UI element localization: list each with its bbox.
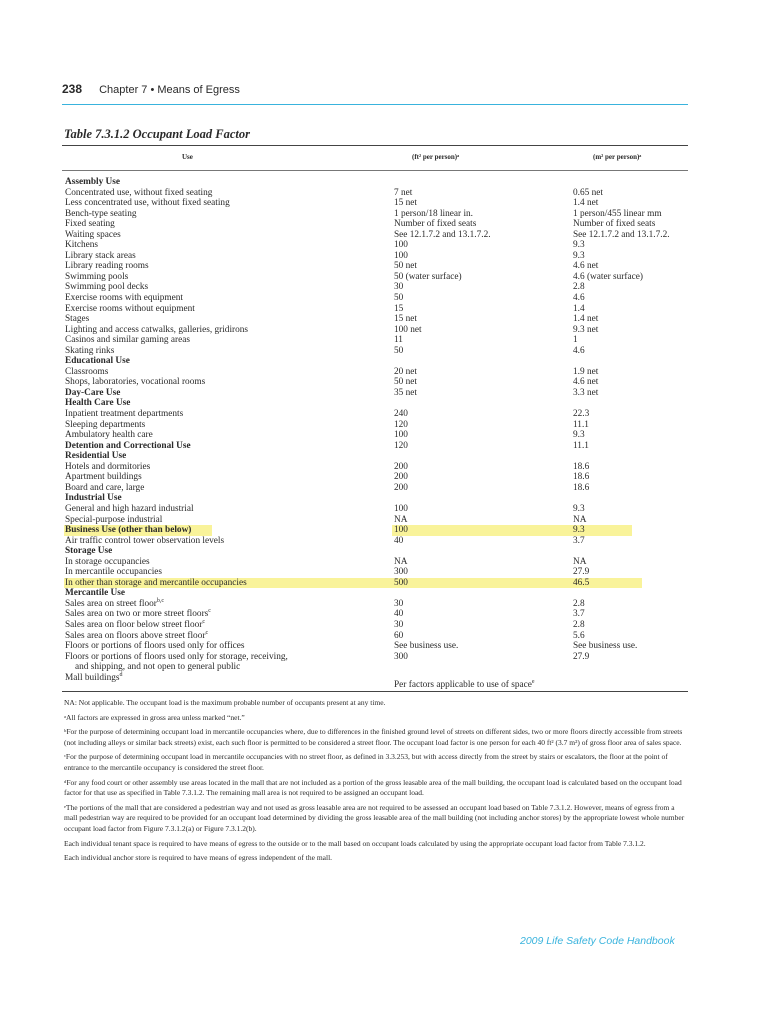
cell-use: Health Care Use xyxy=(65,398,131,409)
cell-use: Exercise rooms without equipment xyxy=(65,303,195,314)
cell-ft: NA xyxy=(394,514,408,525)
cell-use: Shops, laboratories, vocational rooms xyxy=(65,377,206,388)
cell-m: 1.4 xyxy=(573,303,585,314)
cell-m: 11.1 xyxy=(573,440,589,451)
table-row xyxy=(64,430,688,441)
cell-use: General and high hazard industrial xyxy=(65,503,194,514)
table-top-rule xyxy=(62,145,688,146)
cell-use: Sales area on two or more street floors$^c$ xyxy=(65,608,211,620)
cell-ft: 100 xyxy=(394,250,408,261)
cell-m: 2.8 xyxy=(573,282,585,293)
table-row xyxy=(64,251,688,262)
table-row xyxy=(64,293,688,304)
table-row xyxy=(64,314,688,325)
cell-m: 2.8 xyxy=(573,619,585,630)
cell-use: Mall buildings$^d$ xyxy=(65,671,123,683)
cell-ft: 240 xyxy=(394,409,408,420)
table-body xyxy=(64,177,688,691)
cell-use: In mercantile occupancies xyxy=(65,567,163,578)
table-section-row xyxy=(64,451,688,462)
table-note: ᵇFor the purpose of determining occupant load in mercantile occupancies where, due to differences in the finished ground level of streets on different sides, two or more floors directly accessible from streets (not including alleys or similar back streets) exist, each such floor is permitted to be considered a street floor. The occupant load factor is one person for each 40 ft² (3.7 m²) of gross floor area of sales space. xyxy=(64,727,683,747)
table-row xyxy=(64,209,688,220)
table-note: ᵉThe portions of the mall that are considered a pedestrian way and not used as gross leasable area are not required to be assessed an occupant load based on Table 7.3.1.2. However, means of egress from a mall pedestrian way are required to be provided for an occupant load determined by dividing the gross leasable area of the mall building (not including anchor stores) by the appropriate lowest whole number occupant load factor from Figure 7.3.1.2(a) or Figure 7.3.1.2(b). xyxy=(64,802,685,833)
table-row xyxy=(64,536,688,547)
table-section-row xyxy=(64,398,688,409)
cell-ft: 7 net xyxy=(394,187,413,198)
cell-ft: 100 xyxy=(394,240,408,251)
table-row xyxy=(64,652,688,673)
cell-m: 4.6 xyxy=(573,345,585,356)
cell-ft: 15 net xyxy=(394,314,417,325)
cell-ft: 1 person/18 linear in. xyxy=(394,208,474,219)
cell-use: Ambulatory health care xyxy=(65,430,153,441)
cell-ft: 100 net xyxy=(394,324,422,335)
cell-m: 4.6 net xyxy=(573,261,599,272)
cell-ft: 200 xyxy=(394,472,408,483)
table-note: Each individual tenant space is required to have means of egress to the outside or to the mall based on occupant loads calculated by using the appropriate occupant load factor from Table 7.3.1.2. xyxy=(64,838,646,848)
cell-use: Less concentrated use, without fixed seating xyxy=(65,198,230,209)
cell-use: In other than storage and mercantile occupancies xyxy=(65,577,247,588)
table-note: Each individual anchor store is required to have means of egress independent of the mall. xyxy=(64,853,333,863)
cell-use: Sleeping departments xyxy=(65,419,146,430)
table-row xyxy=(64,472,688,483)
table-section-row xyxy=(64,177,688,188)
cell-ft: 100 xyxy=(394,525,408,536)
cell-m: 18.6 xyxy=(573,461,590,472)
cell-use: Sales area on floors above street floor$^c$ xyxy=(65,629,209,641)
cell-use: Swimming pool decks xyxy=(65,282,149,293)
cell-m: 3.3 net xyxy=(573,387,599,398)
cell-ft: 300 xyxy=(394,567,408,578)
table-row xyxy=(64,504,688,515)
cell-ft: See business use. xyxy=(394,641,459,652)
cell-ft: 30 xyxy=(394,282,404,293)
cell-use: Sales area on floor below street floor$^c$ xyxy=(65,618,206,630)
cell-ft: 200 xyxy=(394,482,408,493)
cell-use: Mercantile Use xyxy=(65,588,125,599)
cell-use: Library reading rooms xyxy=(65,261,149,272)
cell-ft: 15 net xyxy=(394,198,417,209)
table-row xyxy=(64,462,688,473)
table-row xyxy=(64,346,688,357)
table-row xyxy=(64,620,688,631)
chapter-title: Chapter 7 • Means of Egress xyxy=(99,84,240,96)
table-note: ᵈFor any food court or other assembly use areas located in the mall that are not included as a portion of the gross leasable area of the mall building, the occupant load is calculated based on the occupant load factor for that use as specified in Table 7.3.1.2. The remaining mall area is not required to be assigned an occupant load. xyxy=(64,777,682,798)
table-section-row xyxy=(64,441,688,452)
cell-m: 4.6 (water surface) xyxy=(573,271,643,282)
table-row xyxy=(64,377,688,388)
cell-use: Classrooms xyxy=(65,366,109,377)
table-row xyxy=(64,409,688,420)
page-header xyxy=(62,82,688,105)
cell-ft: Number of fixed seats xyxy=(394,219,477,230)
cell-use: Fixed seating xyxy=(65,219,115,230)
cell-ft: 35 net xyxy=(394,387,417,398)
table-title: Table 7.3.1.2 Occupant Load Factor xyxy=(64,127,250,141)
page-number: 238 xyxy=(62,82,83,96)
table-note: ᶜFor the purpose of determining occupant load in mercantile occupancies with no street floor, as defined in 3.3.253, but with access directly from the street by stairs or escalators, the floor at the point of entrance to the mercantile occupancy is considered the street floor. xyxy=(64,752,668,772)
cell-m: 3.7 xyxy=(573,535,585,546)
table-row xyxy=(64,198,688,209)
table-section-row xyxy=(64,356,688,367)
cell-m: NA xyxy=(573,514,587,525)
table-row xyxy=(64,641,688,652)
cell-ft: 30 xyxy=(394,619,404,630)
cell-m: 2.8 xyxy=(573,598,585,609)
table-row xyxy=(64,609,688,620)
cell-use: Day-Care Use xyxy=(65,387,121,398)
table-notes xyxy=(64,698,686,868)
cell-ft: NA xyxy=(394,556,408,567)
cell-use: Assembly Use xyxy=(65,177,121,187)
table-row xyxy=(64,673,688,691)
cell-ft: 50 xyxy=(394,293,404,304)
table-row xyxy=(64,261,688,272)
column-header-use: Use xyxy=(182,153,193,161)
cell-ft: Per factors applicable to use of space$^e$ xyxy=(394,678,535,690)
table-section-row xyxy=(64,493,688,504)
cell-ft: See 12.1.7.2 and 13.1.7.2. xyxy=(394,229,491,240)
table-section-row xyxy=(64,525,688,536)
cell-m: Number of fixed seats xyxy=(573,219,656,230)
cell-use: Board and care, large xyxy=(65,482,145,493)
cell-use: Residential Use xyxy=(65,451,127,462)
cell-ft: 50 (water surface) xyxy=(394,271,462,282)
cell-ft: 100 xyxy=(394,430,408,441)
cell-m: 9.3 xyxy=(573,250,585,261)
table-row xyxy=(64,325,688,336)
table-row xyxy=(64,631,688,642)
highlight-mark xyxy=(392,525,632,536)
cell-m: NA xyxy=(573,556,587,567)
table-note: NA: Not applicable. The occupant load is the maximum probable number of occupants present at any time. xyxy=(64,698,386,707)
cell-use: In storage occupancies xyxy=(65,556,150,567)
cell-use: Educational Use xyxy=(65,356,130,367)
cell-m: 0.65 net xyxy=(573,187,603,198)
cell-m: 27.9 xyxy=(573,567,590,578)
table-header-rule xyxy=(62,170,688,171)
table-row xyxy=(64,515,688,526)
cell-use: Hotels and dormitories xyxy=(65,461,151,472)
cell-use: Business Use (other than below) xyxy=(65,525,192,536)
cell-m: 22.3 xyxy=(573,409,590,420)
cell-m: 3.7 xyxy=(573,609,585,620)
cell-ft: 40 xyxy=(394,535,404,546)
table-row xyxy=(64,420,688,431)
cell-use: Waiting spaces xyxy=(65,229,121,240)
table-row xyxy=(64,335,688,346)
table-note: ᵃAll factors are expressed in gross area unless marked “net.” xyxy=(64,712,245,722)
table-row xyxy=(64,483,688,494)
cell-ft: 120 xyxy=(394,419,408,430)
cell-m: 5.6 xyxy=(573,630,585,641)
cell-use: Library stack areas xyxy=(65,250,136,261)
cell-m: See 12.1.7.2 and 13.1.7.2. xyxy=(573,229,670,240)
cell-ft: 300 xyxy=(394,651,408,662)
cell-ft: 500 xyxy=(394,577,408,588)
cell-m: See business use. xyxy=(573,641,638,652)
cell-ft: 30 xyxy=(394,598,404,609)
cell-use: Concentrated use, without fixed seating xyxy=(65,187,213,198)
cell-ft: 120 xyxy=(394,440,408,451)
table-row xyxy=(64,240,688,251)
table-section-row xyxy=(64,546,688,557)
cell-m: 1.9 net xyxy=(573,366,599,377)
table-row xyxy=(64,272,688,283)
cell-use: Lighting and access catwalks, galleries, gridirons xyxy=(65,324,249,335)
cell-use: Stages xyxy=(65,314,90,325)
cell-ft: 50 xyxy=(394,345,404,356)
table-row xyxy=(64,578,688,589)
cell-m: 4.6 net xyxy=(573,377,599,388)
table-row xyxy=(64,219,688,230)
cell-m: 9.3 xyxy=(573,525,585,536)
table-row xyxy=(64,599,688,610)
cell-use: Floors or portions of floors used only for storage, receiving, and shipping, and not open to general public xyxy=(65,651,288,673)
cell-m: 11.1 xyxy=(573,419,589,430)
cell-use: Sales area on street floor$^{b,c}$ xyxy=(65,597,165,609)
cell-m: 18.6 xyxy=(573,472,590,483)
cell-ft: 15 xyxy=(394,303,404,314)
table-section-row xyxy=(64,388,688,399)
column-header-ft: (ft² per person)ᵃ xyxy=(412,153,460,161)
cell-m: 9.3 net xyxy=(573,324,599,335)
footer-title: 2009 Life Safety Code Handbook xyxy=(520,935,675,947)
cell-use: Casinos and similar gaming areas xyxy=(65,335,190,346)
column-header-m: (m² per person)ᵃ xyxy=(593,153,642,161)
cell-use: Air traffic control tower observation levels xyxy=(65,535,225,546)
cell-use: Floors or portions of floors used only for offices xyxy=(65,641,245,652)
cell-use: Swimming pools xyxy=(65,271,129,282)
cell-use: Apartment buildings xyxy=(65,472,142,483)
cell-use: Inpatient treatment departments xyxy=(65,409,184,420)
cell-ft: 100 xyxy=(394,503,408,514)
cell-m: 27.9 xyxy=(573,651,590,662)
cell-m: 9.3 xyxy=(573,503,585,514)
cell-m: 9.3 xyxy=(573,430,585,441)
cell-m: 9.3 xyxy=(573,240,585,251)
cell-ft: 60 xyxy=(394,630,404,641)
cell-ft: 40 xyxy=(394,609,404,620)
table-row xyxy=(64,567,688,578)
cell-m: 4.6 xyxy=(573,293,585,304)
cell-use: Bench-type seating xyxy=(65,208,137,219)
cell-use: Detention and Correctional Use xyxy=(65,440,191,451)
cell-ft: 50 net xyxy=(394,261,417,272)
cell-m: 18.6 xyxy=(573,482,590,493)
cell-use: Storage Use xyxy=(65,546,113,557)
cell-m: 1.4 net xyxy=(573,198,599,209)
cell-m: 1 person/455 linear mm xyxy=(573,208,662,219)
table-bottom-rule xyxy=(62,691,688,692)
cell-ft: 200 xyxy=(394,461,408,472)
cell-ft: 11 xyxy=(394,335,403,346)
table-row xyxy=(64,230,688,241)
table-row xyxy=(64,304,688,315)
cell-m: 1 xyxy=(573,335,578,346)
cell-use: Industrial Use xyxy=(65,493,122,504)
cell-ft: 50 net xyxy=(394,377,417,388)
table-row xyxy=(64,367,688,378)
table-row xyxy=(64,188,688,199)
cell-use: Exercise rooms with equipment xyxy=(65,293,183,304)
cell-m: 1.4 net xyxy=(573,314,599,325)
cell-use: Special-purpose industrial xyxy=(65,514,163,525)
table-row xyxy=(64,557,688,568)
cell-m: 46.5 xyxy=(573,577,590,588)
table-row xyxy=(64,282,688,293)
cell-ft: 20 net xyxy=(394,366,417,377)
cell-use: Kitchens xyxy=(65,240,99,251)
cell-use: Skating rinks xyxy=(65,345,115,356)
